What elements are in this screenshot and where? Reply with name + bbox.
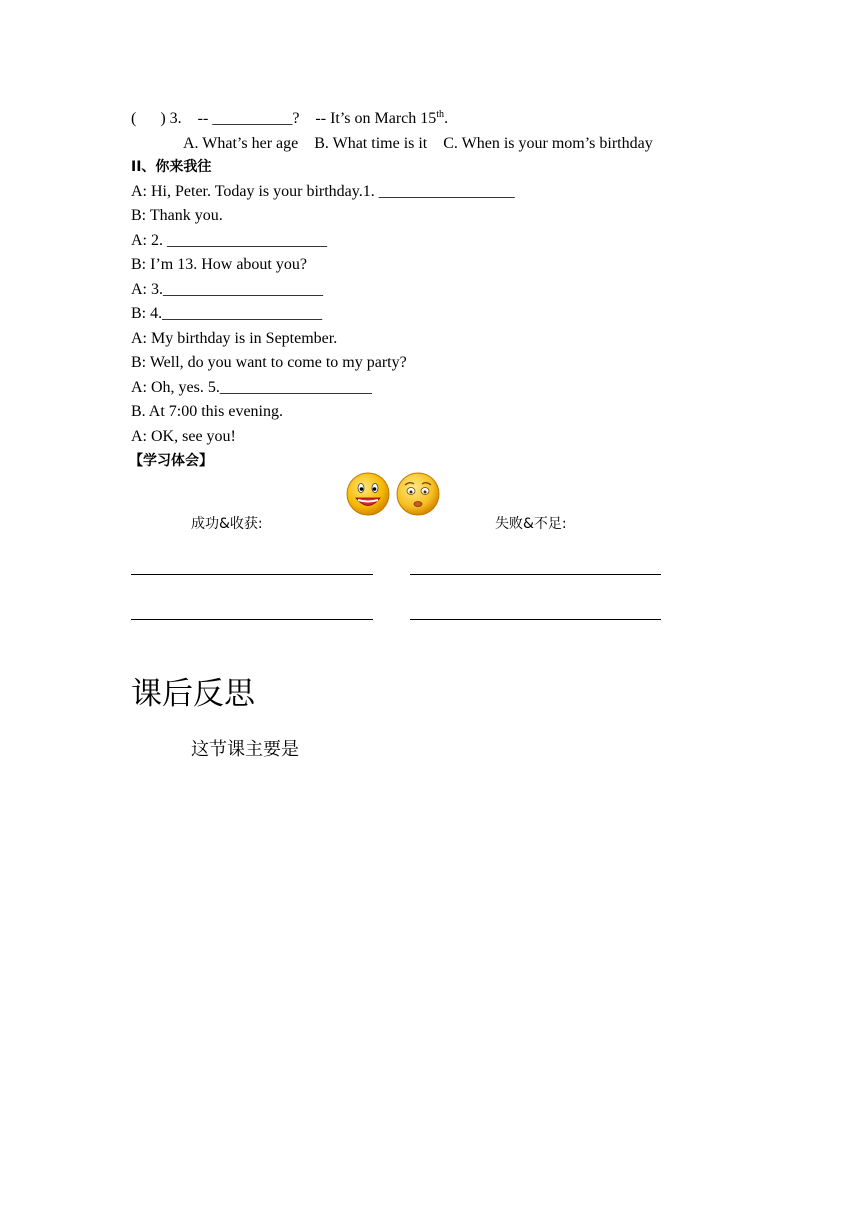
q3-options: A. What’s her age B. What time is it C. When is your mom’s birthday	[183, 135, 653, 152]
dialogue-line-8	[131, 353, 407, 373]
dialogue-line-1	[131, 182, 515, 202]
dialogue-text: A: 2.	[131, 232, 167, 249]
dialogue-text: B: Well, do you want to come to my party?	[131, 354, 407, 371]
success-line-1	[131, 574, 373, 575]
experience-title: 【学习体会】	[129, 453, 213, 469]
dialogue-line-4	[131, 255, 307, 275]
dialogue-text: B: Thank you.	[131, 207, 223, 224]
dialogue-text: A: My birthday is in September.	[131, 330, 338, 347]
dialogue-blank: _________________	[378, 183, 515, 200]
dialogue-line-6	[131, 304, 322, 324]
q3-middle: ? -- It’s on March 15	[292, 110, 437, 127]
happy-face-icon	[345, 471, 391, 517]
dialogue-blank: ___________________	[219, 379, 372, 396]
dialogue-text: B: I’m 13. How about you?	[131, 256, 307, 273]
dialogue-blank: ____________________	[163, 281, 323, 298]
dialogue-line-10	[131, 402, 283, 422]
failure-label: 失败&不足:	[495, 516, 567, 532]
q3-end: .	[444, 110, 449, 127]
worried-face-icon	[395, 471, 441, 517]
dialogue-line-5	[131, 280, 323, 300]
success-label: 成功&收获:	[191, 516, 263, 532]
reflection-heading: 课后反思	[131, 676, 255, 712]
success-line-2	[131, 619, 373, 620]
q3-superscript: th	[436, 109, 445, 120]
dialogue-text: A: Oh, yes. 5.	[131, 379, 220, 396]
dialogue-text: B. At 7:00 this evening.	[131, 403, 283, 420]
dialogue-line-9	[131, 378, 372, 398]
failure-line-1	[410, 574, 661, 575]
reflection-text: 这节课主要是	[191, 739, 299, 760]
dialogue-line-3	[131, 231, 327, 251]
dialogue-text: B: 4.	[131, 305, 163, 322]
dialogue-line-11	[131, 427, 236, 447]
dialogue-line-7	[131, 329, 337, 349]
failure-line-2	[410, 619, 661, 620]
question-3	[131, 109, 448, 129]
dialogue-blank: ____________________	[167, 232, 327, 249]
dialogue-text: A: OK, see you!	[131, 428, 236, 445]
dialogue-line-2	[131, 206, 223, 226]
section-2-title: II、你来我往	[131, 159, 212, 175]
q3-blank: __________	[212, 110, 293, 127]
dialogue-text: A: Hi, Peter. Today is your birthday.1.	[131, 183, 379, 200]
q3-paren: ( ) 3. --	[131, 110, 213, 127]
dialogue-blank: ____________________	[162, 305, 323, 322]
dialogue-text: A: 3.	[131, 281, 163, 298]
